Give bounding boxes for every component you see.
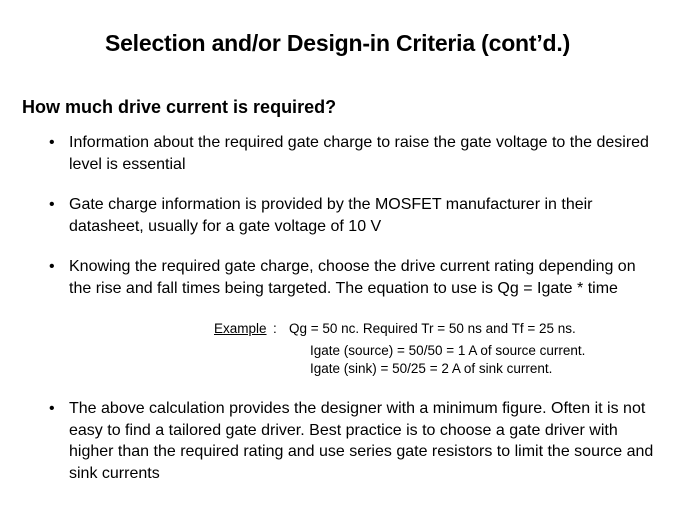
example-colon: : <box>273 321 277 336</box>
slide-title: Selection and/or Design-in Criteria (cont’d.) <box>104 30 571 56</box>
bullet-text: Gate charge information is provided by the MOSFET manufacturer in their datasheet, usually for a gate voltage of 10 V <box>69 196 593 235</box>
bullet-icon: • <box>49 258 55 275</box>
bullet-icon: • <box>49 400 55 417</box>
bullet-text: Information about the required gate charge to raise the gate voltage to the desired level is essential <box>69 134 649 173</box>
bullet-icon: • <box>49 134 55 151</box>
bullet-icon: • <box>49 196 55 213</box>
section-heading: How much drive current is required? <box>22 97 337 117</box>
bullet-item-gate-charge-info <box>49 132 659 175</box>
bullet-item-best-practice <box>49 398 659 484</box>
bullet-text: Knowing the required gate charge, choose the drive current rating depending on the rise and fall times being targeted. The equation to use is Qg = Igate * time <box>69 258 636 297</box>
bullet-text: The above calculation provides the designer with a minimum figure. Often it is not easy to find a tailored gate driver. Best practice is to choose a gate driver with higher than the required rating and use series gate resistors to limit the source and sink currents <box>69 400 654 482</box>
example-label: Example <box>214 321 267 336</box>
example-line-source: Igate (source) = 50/50 = 1 A of source current. <box>310 343 586 358</box>
example-line-given: Qg = 50 nc. Required Tr = 50 ns and Tf = 25 ns. <box>289 321 576 336</box>
bullet-item-datasheet <box>49 194 659 237</box>
example-line-sink: Igate (sink) = 50/25 = 2 A of sink current. <box>310 361 553 376</box>
bullet-item-equation <box>49 256 659 299</box>
